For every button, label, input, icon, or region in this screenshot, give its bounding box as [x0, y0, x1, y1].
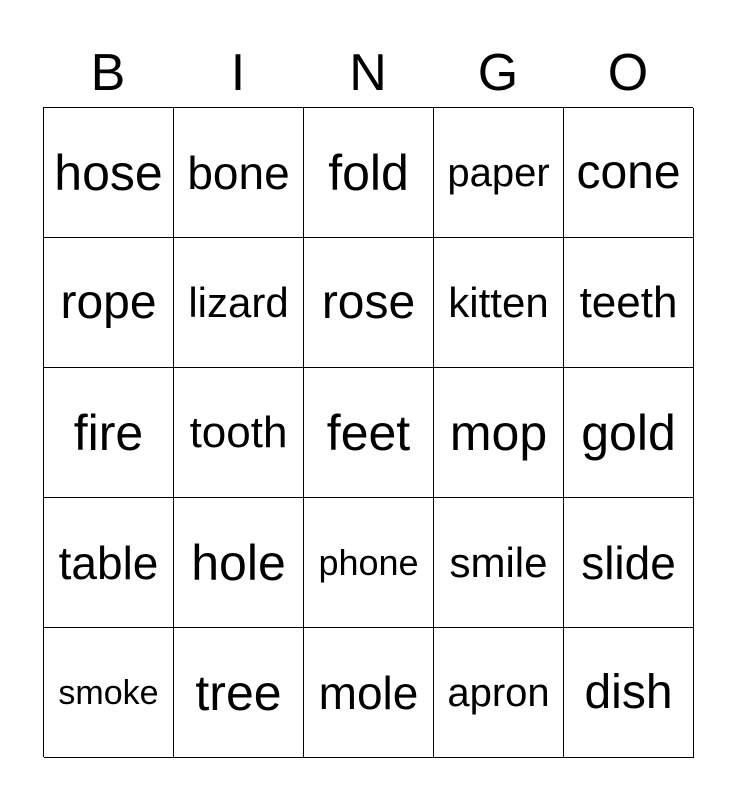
bingo-cell[interactable]: apron: [434, 628, 564, 758]
bingo-cell[interactable]: lizard: [174, 238, 304, 368]
bingo-cell[interactable]: tooth: [174, 368, 304, 498]
bingo-cell[interactable]: mop: [434, 368, 564, 498]
bingo-cell[interactable]: teeth: [564, 238, 694, 368]
header-letter-n: N: [349, 44, 387, 102]
header-letter-g: G: [477, 44, 519, 102]
bingo-cell[interactable]: hole: [174, 498, 304, 628]
bingo-header: [43, 38, 693, 108]
bingo-cell[interactable]: cone: [564, 108, 694, 238]
bingo-cell[interactable]: gold: [564, 368, 694, 498]
bingo-cell[interactable]: hose: [44, 108, 174, 238]
bingo-cell[interactable]: smile: [434, 498, 564, 628]
bingo-cell[interactable]: dish: [564, 628, 694, 758]
bingo-cell[interactable]: table: [44, 498, 174, 628]
header-letter-o: O: [607, 44, 649, 102]
bingo-cell[interactable]: feet: [304, 368, 434, 498]
bingo-board: [43, 107, 693, 757]
bingo-cell[interactable]: paper: [434, 108, 564, 238]
bingo-cell[interactable]: bone: [174, 108, 304, 238]
bingo-cell[interactable]: phone: [304, 498, 434, 628]
bingo-cell[interactable]: smoke: [44, 628, 174, 758]
bingo-cell[interactable]: tree: [174, 628, 304, 758]
bingo-cell[interactable]: rose: [304, 238, 434, 368]
header-letter-i: I: [230, 44, 246, 102]
bingo-cell[interactable]: kitten: [434, 238, 564, 368]
header-letter-b: B: [90, 44, 126, 102]
bingo-cell[interactable]: slide: [564, 498, 694, 628]
bingo-cell[interactable]: mole: [304, 628, 434, 758]
bingo-cell[interactable]: fire: [44, 368, 174, 498]
bingo-cell[interactable]: rope: [44, 238, 174, 368]
bingo-cell[interactable]: fold: [304, 108, 434, 238]
